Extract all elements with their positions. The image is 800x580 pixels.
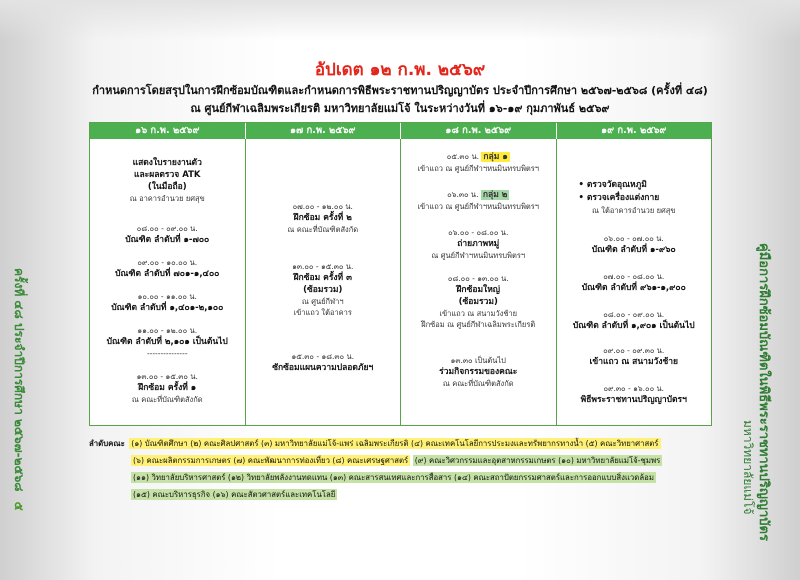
slot-time: ๑๓.๐๐ - ๑๕.๓๐ น. xyxy=(136,372,198,381)
bullet-temperature: • ตรวจวัดอุณหภูมิ xyxy=(578,180,647,190)
slot-main: ถ่ายภาพหมู่ xyxy=(457,239,500,249)
slot-main: บัณฑิต ลำดับที่ ๑,๔๐๑-๒,๑๐๐ xyxy=(111,303,224,313)
header-day-2: ๑๗ ก.พ. ๒๕๖๙ xyxy=(246,123,402,139)
bullet-attire: • ตรวจเครื่องแต่งกาย xyxy=(578,193,660,203)
side-footer-text: ครั้งที่ ๔๘ ประจำปีการศึกษา ๒๕๖๗-๒๕๖๘ xyxy=(12,268,26,492)
side-footer-left xyxy=(6,268,28,528)
slot-main: ฝึกซ้อมใหญ่ xyxy=(456,285,501,295)
slot-time: ๐๖.๓๐ น. xyxy=(447,190,479,199)
slot-time: ๐๗.๐๐ - ๑๒.๐๐ น. xyxy=(292,202,353,211)
slot-location-2: ฝึกซ้อม ณ ศูนย์กีฬาเฉลิมพระเกียรติ xyxy=(421,320,536,329)
group-1-block xyxy=(401,151,556,174)
slot-time-row xyxy=(401,151,556,163)
slot-location-2: เข้าแถว ใต้อาคาร xyxy=(293,308,352,317)
header-day-4: ๑๙ ก.พ. ๒๕๖๙ xyxy=(601,125,667,136)
side-header-university: มหาวิทยาลัยแม่โจ้ xyxy=(741,420,755,515)
slot-time: ๑๓.๓๐ เป็นต้นไป xyxy=(450,356,506,365)
group-2-block xyxy=(401,189,556,212)
header-day-1: ๑๖ ก.พ. ๒๕๖๙ xyxy=(90,123,246,139)
group-1-badge: กลุ่ม ๑ xyxy=(483,152,508,162)
legend-row-1 xyxy=(89,435,729,452)
check-block xyxy=(557,179,712,216)
slot-main: บัณฑิต ลำดับที่ ๑,๙๐๑ เป็นต้นไป xyxy=(572,321,695,331)
slot-main: ร่วมกิจกรรมของคณะ xyxy=(439,367,518,377)
slot-block xyxy=(246,201,401,235)
checkin-location: ณ อาคารอำนวย ยศสุข xyxy=(129,194,205,203)
slot-block xyxy=(90,291,245,314)
checkin-line-2: และผลตรวจ ATK xyxy=(133,170,201,180)
day-4-column xyxy=(557,139,712,425)
slot-block xyxy=(557,309,712,332)
slot-block xyxy=(557,271,712,294)
slot-time-row xyxy=(401,189,556,201)
slot-location: ณ ศูนย์กีฬาฯหนมินทรบพิตรฯ xyxy=(431,251,526,260)
slot-block xyxy=(557,345,712,368)
day-1-column xyxy=(90,139,246,425)
schedule-table xyxy=(89,122,712,426)
checkin-block xyxy=(90,157,245,204)
slot-main-2: (ซ้อมรวม) xyxy=(303,285,343,295)
slot-main: ฝึกซ้อม ครั้งที่ ๑ xyxy=(138,383,197,393)
slot-time: ๑๑.๐๐ - ๑๒.๐๐ น. xyxy=(137,326,198,335)
legend-row-4 xyxy=(89,486,729,503)
subtitle-line-1: กำหนดการโดยสรุปในการฝึกซ้อมบัณฑิตและกำหนดการพิธีพระราชทานปริญญาบัตร ประจำปีการศึกษา ๒๕๖๗-๒๕๖๘ (ครั้งที่ ๔๘) xyxy=(92,84,708,97)
slot-time: ๐๙.๓๐ - ๑๖.๐๐ น. xyxy=(603,384,665,393)
slot-location: ณ คณะที่บัณฑิตสังกัด xyxy=(131,395,203,404)
slot-main: บัณฑิต ลำดับที่ ๙๖๑-๑,๙๐๐ xyxy=(581,283,686,293)
slot-main: ฝึกซ้อม ครั้งที่ ๒ xyxy=(293,213,352,223)
side-header-title: คู่มือการฝึกซ้อมบัณฑิตในพิธีพระราชทานปริญญาบัตร xyxy=(756,243,771,541)
slot-time: ๐๗.๐๐ - ๐๘.๐๐ น. xyxy=(603,272,665,281)
faculty-order-legend xyxy=(89,435,729,503)
legend-group-1: (๑) บัณฑิตศึกษา (๒) คณะศิลปศาสตร์ (๓) มหาวิทยาลัยแม่โจ้-แพร่ เฉลิมพระเกียรติ (๔) คณะเทคโนโลยีการประมงและทรัพยากรทางน้ำ (๕) คณะวิทยาศาสตร์ xyxy=(131,439,659,448)
slot-location: ณ คณะที่บัณฑิตสังกัด xyxy=(442,379,514,388)
slot-block xyxy=(246,351,401,374)
legend-row-3 xyxy=(89,469,729,486)
slot-time: ๐๘.๐๐ - ๐๙.๐๐ น. xyxy=(136,224,198,233)
slot-location: เข้าแถว ณ สนามวังช้าย xyxy=(439,309,518,318)
slot-location: ณ ศูนย์กีฬาฯ xyxy=(301,297,344,306)
slot-main: บัณฑิต ลำดับที่ ๑-๙๖๐ xyxy=(591,245,676,255)
slot-time: ๐๘.๐๐ - ๑๓.๐๐ น. xyxy=(447,274,509,283)
slot-main: บัณฑิต ลำดับที่ ๗๐๑-๑,๔๐๐ xyxy=(115,269,220,279)
legend-row-2 xyxy=(89,452,729,469)
table-header-row xyxy=(90,123,711,139)
slot-time: ๐๕.๓๐ น. xyxy=(446,152,480,161)
slot-block xyxy=(90,223,245,246)
slot-main: เข้าแถว ณ ศูนย์กีฬาฯหนมินทรบพิตรฯ xyxy=(417,164,540,173)
page-top-shade xyxy=(0,0,800,40)
slot-divider: --------------- xyxy=(146,349,188,358)
slot-main: บัณฑิต ลำดับที่ ๒,๑๐๑ เป็นต้นไป xyxy=(106,337,228,347)
slot-main: พิธีพระราชทานปริญญาบัตรฯ xyxy=(580,395,687,405)
legend-group-2: (๙) คณะวิศวกรรมและอุตสาหกรรมเกษตร (๑๐) มหาวิทยาลัยแม่โจ้-ชุมพร xyxy=(414,456,661,465)
subtitle-line-2: ณ ศูนย์กีฬาเฉลิมพระเกียรติ มหาวิทยาลัยแม่โจ้ ในระหว่างวันที่ ๑๖-๑๙ กุมภาพันธ์ ๒๕๖๙ xyxy=(190,102,610,115)
slot-time: ๐๖.๐๐ - ๐๘.๐๐ น. xyxy=(448,228,509,237)
legend-label: ลำดับคณะ xyxy=(89,439,125,448)
slot-main: เข้าแถว ณ สนามวังช้าย xyxy=(589,357,678,367)
header-day-3: ๑๘ ก.พ. ๒๕๖๙ xyxy=(401,123,557,139)
checkin-line-1: แสดงใบรายงานตัว xyxy=(132,158,202,168)
slot-time: ๐๙.๐๐ - ๐๙.๓๐ น. xyxy=(603,346,665,355)
slot-time: ๑๕.๓๐ - ๑๘.๓๐ น. xyxy=(291,352,355,361)
page-title: อัปเดต ๑๒ ก.พ. ๒๕๖๙ xyxy=(314,60,486,80)
check-location: ณ ใต้อาคารอำนวย ยศสุข xyxy=(591,206,676,215)
slot-time: ๐๙.๐๐ - ๑๐.๐๐ น. xyxy=(137,258,198,267)
slot-block xyxy=(401,355,556,389)
slot-time: ๑๐.๐๐ - ๑๑.๐๐ น. xyxy=(137,292,197,301)
slot-block xyxy=(401,227,556,261)
slot-main: เข้าแถว ณ ศูนย์กีฬาฯหนมินทรบพิตรฯ xyxy=(417,202,540,211)
checkin-line-3: (ในมือถือ) xyxy=(147,182,187,192)
slot-block xyxy=(90,371,245,405)
table-body xyxy=(90,139,711,425)
slot-main: ซักซ้อมแผนความปลอดภัยฯ xyxy=(272,363,374,373)
slot-time: ๐๘.๐๐ - ๐๙.๐๐ น. xyxy=(603,310,665,319)
group-2-badge: กลุ่ม ๒ xyxy=(482,190,508,200)
day-3-column xyxy=(401,139,557,425)
slot-block xyxy=(246,261,401,318)
slot-block xyxy=(90,325,245,359)
slot-block xyxy=(557,383,712,406)
slot-time: ๑๓.๐๐ - ๑๕.๓๐ น. xyxy=(292,262,354,271)
slot-location: ณ คณะที่บัณฑิตสังกัด xyxy=(287,225,359,234)
slot-main-2: (ซ้อมรวม) xyxy=(458,297,498,307)
legend-group-1-cont: (๖) คณะผลิตกรรมการเกษตร (๗) คณะพัฒนาการท่องเที่ยว (๘) คณะเศรษฐศาสตร์ xyxy=(133,456,409,465)
slot-block xyxy=(90,257,245,280)
legend-group-2-end: (๑๕) คณะบริหารธุรกิจ (๑๖) คณะสัตวศาสตร์และเทคโนโลยี xyxy=(133,490,336,499)
slot-block xyxy=(401,273,556,330)
page-number: ๕ xyxy=(12,501,26,511)
slot-block xyxy=(557,233,712,256)
slot-main: ฝึกซ้อม ครั้งที่ ๓ xyxy=(293,273,352,283)
slot-time: ๐๖.๐๐ - ๐๗.๐๐ น. xyxy=(603,234,664,243)
legend-group-2-cont: (๑๑) วิทยาลัยบริหารศาสตร์ (๑๒) วิทยาลัยพลังงานทดแทน (๑๓) คณะสารสนเทศและการสื่อสาร (๑๔) คณะสถาปัตยกรรมศาสตร์และการออกแบบสิ่งแวดล้อม xyxy=(133,473,654,482)
slot-main: บัณฑิต ลำดับที่ ๑-๗๐๐ xyxy=(125,235,210,245)
day-2-column xyxy=(246,139,402,425)
